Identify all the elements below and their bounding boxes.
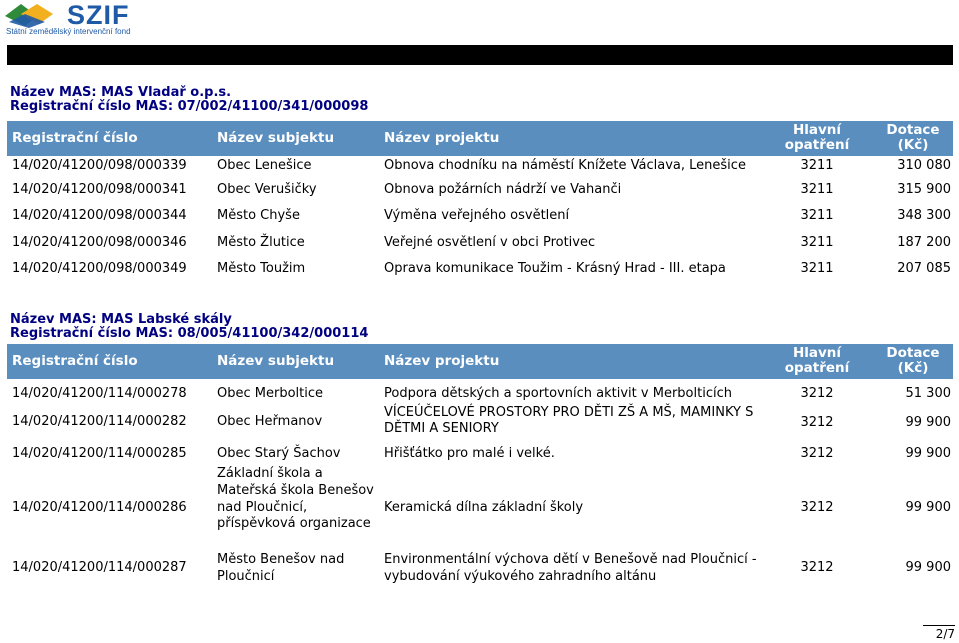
cell-measure: 3212 [800,500,834,515]
col-amount: Dotace (Kč) [886,345,940,376]
cell-subject: Obec Starý Šachov [217,446,341,461]
table-header [7,344,953,379]
cell-subject: Základní škola a Mateřská škola Benešov nad Ploučnicí, příspěvková organizace [217,466,374,532]
cell-subject: Obec Heřmanov [217,414,323,429]
logo-name: SZIF [67,0,130,30]
col-measure: Hlavní opatření [784,122,850,153]
cell-measure: 3212 [800,415,834,430]
cell-project: Obnova chodníku na náměstí Knížete Václava, Lenešice [384,158,746,173]
cell-project: Oprava komunikace Toužim - Krásný Hrad - III. etapa [384,261,726,276]
cell-subject: Město Chyše [217,208,300,223]
col-subject: Název subjektu [217,353,335,369]
cell-project: Hřišťátko pro malé i velké. [384,446,555,461]
cell-subject: Město Žlutice [217,235,305,250]
mas-heading-2 [10,313,368,341]
cell-reg: 14/020/41200/114/000282 [12,414,187,429]
table-row [7,405,953,439]
cell-subject: Obec Merboltice [217,386,323,401]
szif-logo [3,2,153,34]
table-header [7,121,953,156]
cell-project: Podpora dětských a sportovních aktivit v Merbolticích [384,386,732,401]
header-bar [7,45,953,65]
cell-amount: 315 900 [897,182,951,197]
cell-amount: 99 900 [905,415,951,430]
cell-reg: 14/020/41200/098/000349 [12,261,187,276]
col-project: Název projektu [384,130,500,146]
col-subject: Název subjektu [217,130,335,146]
table-row [7,466,953,550]
mas-reg-number: Registrační číslo MAS: 07/002/41100/341/000098 [10,99,369,114]
col-project: Název projektu [384,353,500,369]
cell-reg: 14/020/41200/098/000341 [12,182,187,197]
cell-amount: 310 080 [897,158,951,173]
cell-subject: Obec Lenešice [217,158,312,173]
cell-amount: 51 300 [905,386,951,401]
cell-amount: 99 900 [905,500,951,515]
cell-project: Výměna veřejného osvětlení [384,208,570,223]
cell-amount: 348 300 [897,208,951,223]
cell-project: Keramická dílna základní školy [384,500,584,515]
cell-project: VÍCEÚČELOVÉ PROSTORY PRO DĚTI ZŠ A MŠ, MAMINKY S DĚTMI A SENIORY [384,405,754,436]
cell-measure: 3212 [800,560,834,575]
mas-heading-1 [10,86,368,114]
cell-reg: 14/020/41200/114/000286 [12,500,187,515]
cell-amount: 207 085 [897,261,951,276]
mas-name: Název MAS: MAS Vladař o.p.s. [10,85,232,100]
col-amount: Dotace (Kč) [886,122,940,153]
cell-subject: Obec Verušičky [217,182,317,197]
cell-measure: 3211 [800,182,834,197]
mas-name: Název MAS: MAS Labské skály [10,312,232,327]
mas-reg-number: Registrační číslo MAS: 08/005/41100/342/000114 [10,326,369,341]
cell-reg: 14/020/41200/114/000285 [12,446,187,461]
col-reg: Registrační číslo [12,353,138,369]
cell-project: Environmentální výchova dětí v Benešově nad Ploučnicí - vybudování výukového zahradního altánu [384,552,757,584]
page-number: 2/7 [935,627,955,641]
cell-subject: Město Toužim [217,261,306,276]
cell-reg: 14/020/41200/114/000287 [12,560,187,575]
cell-amount: 187 200 [897,235,951,250]
cell-measure: 3212 [800,386,834,401]
cell-reg: 14/020/41200/098/000344 [12,208,187,223]
cell-reg: 14/020/41200/114/000278 [12,386,187,401]
cell-measure: 3211 [800,158,834,173]
cell-project: Veřejné osvětlení v obci Protivec [384,235,596,250]
page-number-rule [923,625,955,626]
cell-reg: 14/020/41200/098/000339 [12,158,187,173]
cell-measure: 3211 [800,235,834,250]
table-row [7,551,953,587]
szif-logo-icon [3,2,61,28]
logo-subtitle: Státní zemědělský intervenční fond [6,27,131,36]
cell-amount: 99 900 [905,446,951,461]
cell-measure: 3212 [800,446,834,461]
cell-reg: 14/020/41200/098/000346 [12,235,187,250]
cell-amount: 99 900 [905,560,951,575]
cell-measure: 3211 [800,208,834,223]
cell-measure: 3211 [800,261,834,276]
cell-subject: Město Benešov nad Ploučnicí [217,552,345,584]
cell-project: Obnova požárních nádrží ve Vahanči [384,182,622,197]
col-reg: Registrační číslo [12,130,138,146]
col-measure: Hlavní opatření [784,345,850,376]
